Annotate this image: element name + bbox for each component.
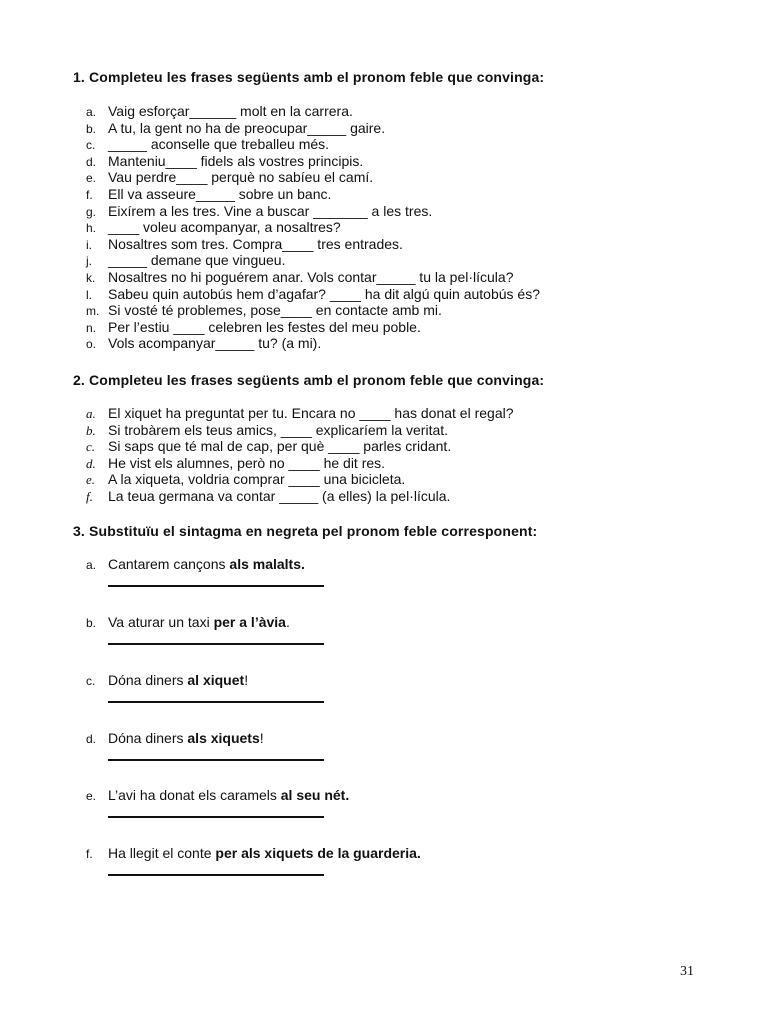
item-label: o. — [86, 337, 97, 352]
item-text: Nosaltres som tres. Compra____ tres entrades. — [108, 235, 403, 252]
exercise-item — [86, 613, 706, 645]
item-label: i. — [86, 237, 92, 252]
item-label: c. — [86, 674, 96, 688]
exercise-item — [86, 786, 706, 818]
section-1-list — [86, 103, 706, 352]
list-item — [86, 455, 706, 472]
list-item — [86, 169, 706, 186]
list-item — [86, 186, 706, 203]
item-label: b. — [86, 616, 97, 630]
item-text: Si saps que té mal de cap, per què ____ parles cridant. — [108, 438, 452, 455]
section-2-heading: 2. Completeu les frases següents amb el pronom feble que convinga: — [73, 372, 545, 388]
item-text: _____ demane que vingueu. — [108, 252, 286, 269]
item-text: _____ aconselle que treballeu més. — [108, 136, 330, 153]
item-label: b. — [86, 422, 96, 438]
item-text: La teua germana va contar _____ (a elles) la pel·lícula. — [108, 487, 451, 504]
list-item — [86, 203, 706, 220]
exercise-sentence — [86, 729, 706, 747]
item-text: Nosaltres no hi poguérem anar. Vols contar_____ tu la pel·lícula? — [108, 268, 514, 285]
list-item — [86, 153, 706, 170]
bold-phrase: al seu nét. — [280, 787, 350, 803]
item-label: k. — [86, 270, 96, 285]
sentence-end: . — [285, 614, 290, 630]
item-label: a. — [86, 406, 96, 421]
item-text: Sabeu quin autobús hem d’agafar? ____ ha dit algú quin autobús és? — [108, 285, 541, 302]
exercise-item — [86, 844, 706, 876]
item-text: Per l’estiu ____ celebren les festes del meu poble. — [108, 318, 421, 335]
item-text: Eixírem a les tres. Vine a buscar _______ a les tres. — [108, 202, 433, 219]
section-3-heading: 3. Substituïu el sintagma en negreta pel pronom feble corresponent: — [73, 523, 538, 539]
sentence-text: Dóna diners — [108, 730, 188, 746]
list-item — [86, 269, 706, 286]
item-label: f. — [86, 488, 93, 504]
list-item — [86, 471, 706, 488]
item-label: g. — [86, 204, 97, 219]
bold-phrase: als malalts. — [229, 556, 305, 572]
item-label: c. — [86, 138, 96, 153]
list-item — [86, 302, 706, 319]
answer-line[interactable] — [108, 874, 324, 876]
list-item — [86, 335, 706, 352]
item-label: e. — [86, 472, 96, 488]
exercise-item — [86, 671, 706, 703]
exercise-sentence — [86, 786, 706, 804]
sentence-text: Ha llegit el conte — [108, 845, 216, 861]
item-label: h. — [86, 221, 97, 236]
item-text: Vau perdre____ perquè no sabíeu el camí. — [108, 169, 374, 186]
exercise-sentence — [86, 555, 706, 573]
list-item — [86, 219, 706, 236]
exercise-sentence — [86, 613, 706, 631]
item-label: d. — [86, 154, 97, 169]
list-item — [86, 319, 706, 336]
item-label: l. — [86, 287, 92, 302]
item-text: Ell va asseure_____ sobre un banc. — [108, 185, 332, 202]
list-item — [86, 252, 706, 269]
section-1-heading: 1. Completeu les frases següents amb el pronom feble que convinga: — [73, 69, 545, 85]
list-item — [86, 488, 706, 505]
item-label: e. — [86, 171, 97, 186]
item-text: Si vosté té problemes, pose____ en contacte amb mi. — [108, 302, 442, 319]
section-2-list — [86, 405, 706, 505]
exercise-item — [86, 729, 706, 761]
item-label: e. — [86, 789, 97, 803]
bold-phrase: per a l’àvia — [213, 614, 286, 630]
list-item — [86, 103, 706, 120]
bold-phrase: als xiquets — [187, 730, 260, 746]
bold-phrase: al xiquet — [187, 672, 245, 688]
answer-line[interactable] — [108, 759, 324, 761]
sentence-text: Cantarem cançons — [108, 556, 230, 572]
sentence-end: ! — [244, 672, 249, 688]
item-text: Manteniu____ fidels als vostres principis. — [108, 152, 364, 169]
item-text: Vols acompanyar_____ tu? (a mi). — [108, 335, 322, 352]
page-number: 31 — [680, 964, 694, 979]
sentence-text: Dóna diners — [108, 672, 188, 688]
item-label: d. — [86, 455, 96, 471]
sentence-text: L’avi ha donat els caramels — [108, 787, 281, 803]
item-label: a. — [86, 105, 97, 119]
list-item — [86, 120, 706, 137]
list-item — [86, 405, 706, 422]
item-text: El xiquet ha preguntat per tu. Encara no ____ has donat el regal? — [108, 405, 514, 421]
list-item — [86, 422, 706, 439]
item-text: A la xiqueta, voldria comprar ____ una bicicleta. — [108, 471, 406, 488]
sentence-end: ! — [259, 730, 264, 746]
exercise-item — [86, 555, 706, 587]
answer-line[interactable] — [108, 585, 324, 587]
item-label: f. — [86, 847, 93, 861]
item-text: A tu, la gent no ha de preocupar_____ gaire. — [108, 119, 386, 136]
list-item — [86, 236, 706, 253]
item-text: Si trobàrem els teus amics, ____ explicaríem la veritat. — [108, 421, 449, 438]
sentence-text: Va aturar un taxi — [108, 614, 214, 630]
answer-line[interactable] — [108, 643, 324, 645]
answer-line[interactable] — [108, 701, 324, 703]
item-text: Vaig esforçar______ molt en la carrera. — [108, 103, 353, 119]
item-label: n. — [86, 320, 97, 335]
item-text: He vist els alumnes, però no ____ he dit res. — [108, 454, 386, 471]
item-label: m. — [86, 304, 100, 319]
item-label: j. — [86, 254, 92, 269]
item-label: c. — [86, 439, 96, 455]
item-text: ____ voleu acompanyar, a nosaltres? — [108, 219, 341, 236]
item-label: a. — [86, 558, 97, 572]
item-label: f. — [86, 187, 93, 202]
answer-line[interactable] — [108, 816, 324, 818]
exercise-sentence — [86, 844, 706, 862]
item-label: d. — [86, 732, 97, 746]
bold-phrase: per als xiquets de la guarderia. — [215, 845, 421, 861]
exercise-sentence — [86, 671, 706, 689]
list-item — [86, 136, 706, 153]
list-item — [86, 438, 706, 455]
list-item — [86, 286, 706, 303]
item-label: b. — [86, 121, 97, 136]
